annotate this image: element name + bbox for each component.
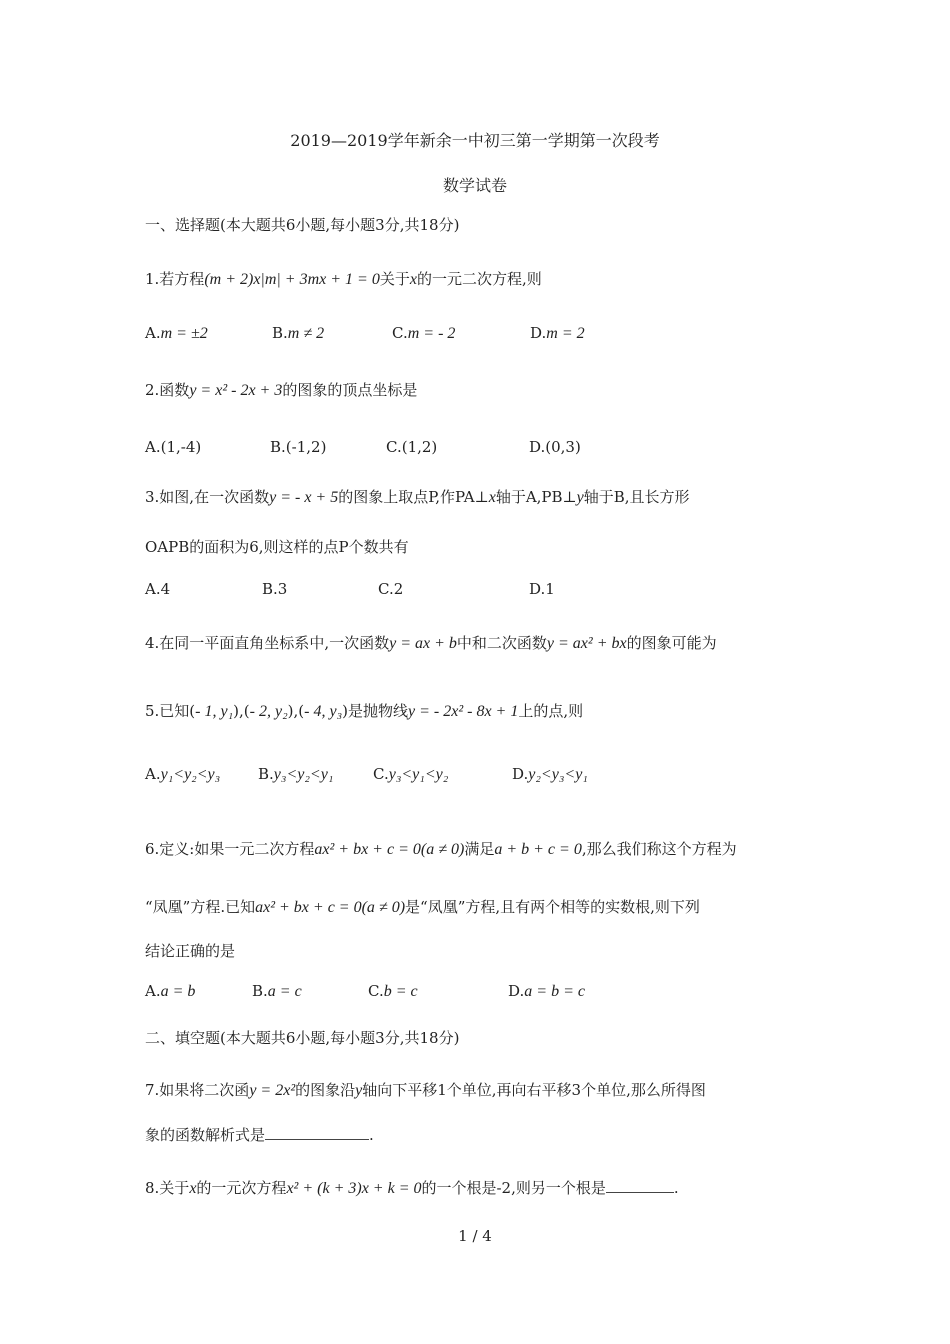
q5-option-a: A.y₁<y₂<y₃: [145, 765, 221, 783]
q2-option-d: D.(0,3): [529, 438, 581, 456]
q1-option-c: C.m = - 2: [392, 324, 456, 342]
q6-formula-2: a + b + c = 0: [494, 841, 582, 858]
q1-formula: (m + 2)x|m| + 3mx + 1 = 0: [204, 271, 380, 288]
q8-formula: x² + (k + 3)x + k = 0: [286, 1180, 422, 1197]
exam-subtitle: 数学试卷: [442, 176, 507, 195]
q4-formula-2: y = ax² + bx: [546, 635, 627, 652]
q6-formula-3: ax² + bx + c = 0(a ≠ 0): [255, 899, 406, 916]
q2-option-c: C.(1,2): [386, 438, 438, 456]
exam-title: 2019—2019学年新余一中初三第一学期第一次段考: [290, 131, 660, 150]
question-6-line3: 结论正确的是: [145, 942, 236, 960]
question-1: 1.若方程(m + 2)x|m| + 3mx + 1 = 0关于x的一元二次方程,则: [145, 270, 542, 288]
section2-heading: 二、填空题(本大题共6小题,每小题3分,共18分): [145, 1029, 460, 1047]
q5-formula: y = - 2x² - 8x + 1: [408, 703, 519, 720]
q3-option-c: C.2: [378, 580, 404, 598]
q1-option-a: A.m = ±2: [145, 324, 208, 342]
q4-formula-1: y = ax + b: [389, 635, 457, 652]
q2-formula: y = x² - 2x + 3: [189, 382, 283, 399]
question-3-line1: 3.如图,在一次函数y = - x + 5的图象上取点P,作PA⊥x轴于A,PB⊥y轴于B,且长方形: [145, 488, 690, 506]
q3-option-b: B.3: [262, 580, 288, 598]
question-5: 5.已知(- 1, y₁),(- 2, y₂),(- 4, y₃)是抛物线y = - 2x² - 8x + 1上的点,则: [145, 702, 584, 720]
question-6-line2: “凤凰”方程.已知ax² + bx + c = 0(a ≠ 0)是“凤凰”方程,且有两个相等的实数根,则下列: [145, 898, 700, 916]
q6-option-a: A.a = b: [145, 982, 196, 1000]
q1-option-b: B.m ≠ 2: [272, 324, 325, 342]
q6-option-d: D.a = b = c: [508, 982, 585, 1000]
q6-option-b: B.a = c: [252, 982, 302, 1000]
q5-option-b: B.y₃<y₂<y₁: [258, 765, 334, 783]
q5-option-d: D.y₂<y₃<y₁: [512, 765, 588, 783]
q6-option-c: C.b = c: [368, 982, 418, 1000]
section1-heading: 一、选择题(本大题共6小题,每小题3分,共18分): [145, 216, 460, 234]
q3-option-a: A.4: [145, 580, 171, 598]
page-number: 1 / 4: [458, 1227, 492, 1245]
question-4: 4.在同一平面直角坐标系中,一次函数y = ax + b中和二次函数y = ax² + bx的图象可能为: [145, 634, 717, 652]
question-8: 8.关于x的一元次方程x² + (k + 3)x + k = 0的一个根是-2,则另一个根是 .: [145, 1179, 679, 1197]
question-3-line2: OAPB的面积为6,则这样的点P个数共有: [145, 538, 409, 556]
q7-formula: y = 2x²: [249, 1082, 296, 1099]
q3-option-d: D.1: [529, 580, 555, 598]
answer-blank-q8[interactable]: [606, 1178, 674, 1193]
q1-option-d: D.m = 2: [530, 324, 585, 342]
answer-blank-q7[interactable]: [265, 1125, 369, 1140]
q2-option-b: B.(-1,2): [270, 438, 327, 456]
q3-formula: y = - x + 5: [269, 489, 339, 506]
q6-formula-1: ax² + bx + c = 0(a ≠ 0): [314, 841, 465, 858]
question-6-line1: 6.定义:如果一元二次方程ax² + bx + c = 0(a ≠ 0)满足a + b + c = 0,那么我们称这个方程为: [145, 840, 737, 858]
question-7-line2: 象的函数解析式是 .: [145, 1126, 374, 1144]
q5-option-c: C.y₃<y₁<y₂: [373, 765, 449, 783]
q2-option-a: A.(1,-4): [145, 438, 202, 456]
question-2: 2.函数y = x² - 2x + 3的图象的顶点坐标是: [145, 381, 418, 399]
question-7-line1: 7.如果将二次函y = 2x²的图象沿y轴向下平移1个单位,再向右平移3个单位,那么所得图: [145, 1081, 706, 1099]
